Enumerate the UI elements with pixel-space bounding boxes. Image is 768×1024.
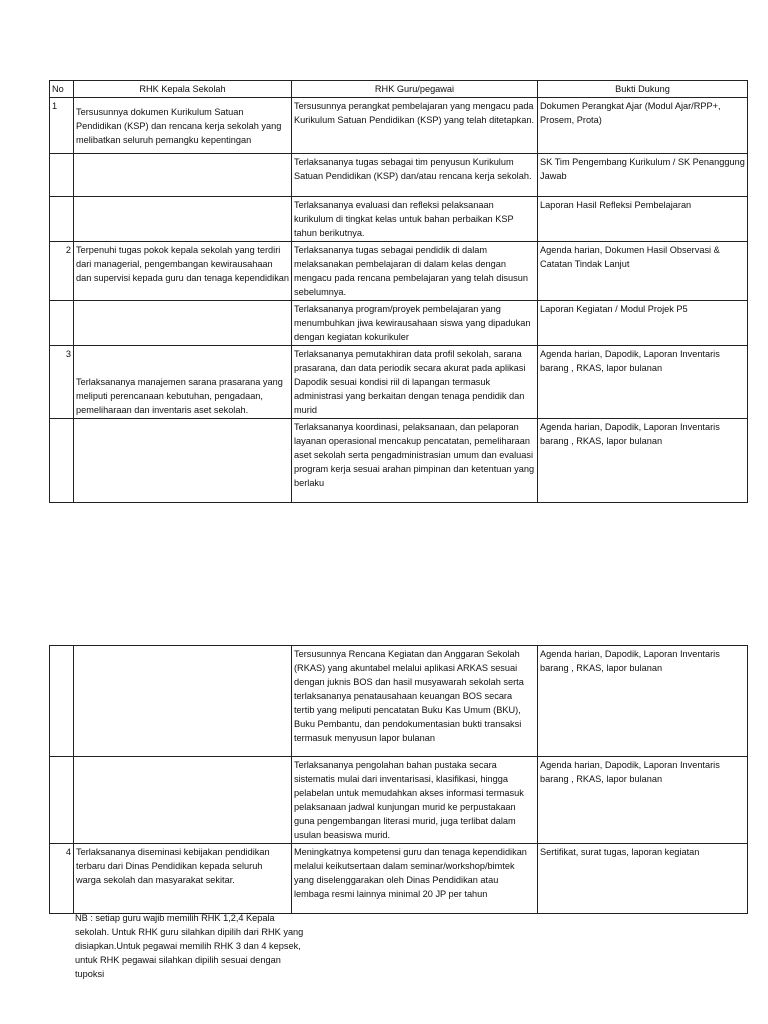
rhk-table-page-1 (49, 80, 748, 503)
bukti-dukung-cell: Laporan Hasil Refleksi Pembelajaran (538, 197, 748, 242)
table-row (50, 346, 748, 419)
table-row (50, 301, 748, 346)
rhk-kepsek-cell: Terpenuhi tugas pokok kepala sekolah yang terdiri dari managerial, pengembangan kewirausahaan dan supervisi kepada guru dan tenaga kependidikan (74, 242, 292, 301)
rhk-kepsek-cell (74, 646, 292, 757)
table-row (50, 646, 748, 757)
rhk-kepsek-cell (74, 154, 292, 197)
rhk-guru-cell: Terlaksananya pemutakhiran data profil sekolah, sarana prasarana, dan data periodik secara akurat pada aplikasi Dapodik sesuai kondisi riil di lapangan termasuk administrasi yang berkaitan dengan tenaga pendidik dan murid (292, 346, 538, 419)
row-no: 4 (50, 844, 74, 914)
header-no: No (50, 81, 74, 98)
rhk-guru-cell: Terlaksananya tugas sebagai pendidik di dalam melaksanakan pembelajaran di dalam kelas dengan mengacu pada rencana pembelajaran yang telah disusun sebelumnya. (292, 242, 538, 301)
rhk-guru-cell: Meningkatnya kompetensi guru dan tenaga kependidikan melalui keikutsertaan dalam seminar/workshop/bimtek yang diselenggarakan oleh Dinas Pendidikan atau lembaga resmi lainnya minimal 20 JP per tahun (292, 844, 538, 914)
rhk-table-page-2 (49, 645, 748, 914)
rhk-guru-cell: Terlaksananya pengolahan bahan pustaka secara sistematis mulai dari inventarisasi, klasifikasi, hingga pelabelan untuk memudahkan akses informasi termasuk pelaksanaan jadwal kunjungan murid ke perpustakaan guna pengembangan literasi murid, juga terlibat dalam usulan beasiswa murid. (292, 757, 538, 844)
bukti-dukung-cell: Sertifikat, surat tugas, laporan kegiatan (538, 844, 748, 914)
header-rhk-guru: RHK Guru/pegawai (292, 81, 538, 98)
rhk-kepsek-cell (74, 346, 292, 419)
row-no: 1 (50, 98, 74, 154)
bukti-dukung-cell: Agenda harian, Dapodik, Laporan Inventaris barang , RKAS, lapor bulanan (538, 346, 748, 419)
footnote: NB : setiap guru wajib memilih RHK 1,2,4 Kepala sekolah. Untuk RHK guru silahkan dipilih dari RHK yang disiapkan.Untuk pegawai memilih RHK 3 dan 4 kepsek, untuk RHK pegawai silahkan dipilih sesuai dengan tupoksi (75, 913, 304, 979)
rhk-guru-cell: Tersusunnya Rencana Kegiatan dan Anggaran Sekolah (RKAS) yang akuntabel melalui aplikasi ARKAS sesuai dengan juknis BOS dan hasil musyawarah sekolah serta terlaksananya penatausahaan keuangan BOS secara tertib yang meliputi pencatatan Buku Kas Umum (BKU), Buku Pembantu, dan pendokumentasian bukti transaksi termasuk menyusun lapor bulanan (292, 646, 538, 757)
rhk-kepsek-cell (74, 301, 292, 346)
row-no (50, 154, 74, 197)
rhk-kepsek-text: Terlaksananya manajemen sarana prasarana yang meliputi perencanaan kebutuhan, pengadaan, pemeliharaan dan inventaris aset sekolah. (76, 377, 283, 415)
rhk-kepsek-cell (74, 757, 292, 844)
rhk-guru-cell: Tersusunnya perangkat pembelajaran yang mengacu pada Kurikulum Satuan Pendidikan (KSP) yang telah ditetapkan. (292, 98, 538, 154)
rhk-guru-cell: Terlaksananya koordinasi, pelaksanaan, dan pelaporan layanan operasional mencakup pencatatan, pemeliharaan aset sekolah serta pengadministrasian umum dan evaluasi program kerja sesuai arahan pimpinan dan ketentuan yang berlaku (292, 419, 538, 503)
bukti-dukung-cell: Agenda harian, Dapodik, Laporan Inventaris barang , RKAS, lapor bulanan (538, 757, 748, 844)
row-no (50, 301, 74, 346)
table-row (50, 98, 748, 154)
rhk-guru-cell: Terlaksananya program/proyek pembelajaran yang menumbuhkan jiwa kewirausahaan siswa yang dipadukan dengan kegiatan kokurikuler (292, 301, 538, 346)
row-no (50, 197, 74, 242)
table-row (50, 757, 748, 844)
header-bukti-dukung: Bukti Dukung (538, 81, 748, 98)
header-rhk-kepsek: RHK Kepala Sekolah (74, 81, 292, 98)
row-no (50, 419, 74, 503)
bukti-dukung-cell: Dokumen Perangkat Ajar (Modul Ajar/RPP+, Prosem, Prota) (538, 98, 748, 154)
table-row (50, 844, 748, 914)
rhk-kepsek-cell: Terlaksananya diseminasi kebijakan pendidikan terbaru dari Dinas Pendidikan kepada seluruh warga sekolah dan masyarakat sekitar. (74, 844, 292, 914)
row-no: 3 (50, 346, 74, 419)
bukti-dukung-cell: SK Tim Pengembang Kurikulum / SK Penanggung Jawab (538, 154, 748, 197)
bukti-dukung-cell: Laporan Kegiatan / Modul Projek P5 (538, 301, 748, 346)
rhk-kepsek-cell (74, 98, 292, 154)
bukti-dukung-cell: Agenda harian, Dapodik, Laporan Inventaris barang , RKAS, lapor bulanan (538, 646, 748, 757)
rhk-guru-cell: Terlaksananya tugas sebagai tim penyusun Kurikulum Satuan Pendidikan (KSP) dan/atau rencana kerja sekolah. (292, 154, 538, 197)
table-header-row (50, 81, 748, 98)
rhk-kepsek-text: Tersusunnya dokumen Kurikulum Satuan Pendidikan (KSP) dan rencana kerja sekolah yang melibatkan seluruh pemangku kepentingan (76, 106, 282, 145)
row-no (50, 757, 74, 844)
table-row (50, 154, 748, 197)
rhk-kepsek-cell (74, 197, 292, 242)
table-row (50, 197, 748, 242)
table-row (50, 242, 748, 301)
row-no: 2 (50, 242, 74, 301)
bukti-dukung-cell: Agenda harian, Dokumen Hasil Observasi & Catatan Tindak Lanjut (538, 242, 748, 301)
row-no (50, 646, 74, 757)
table-row (50, 419, 748, 503)
rhk-guru-cell: Terlaksananya evaluasi dan refleksi pelaksanaan kurikulum di tingkat kelas untuk bahan perbaikan KSP tahun berikutnya. (292, 197, 538, 242)
rhk-kepsek-cell (74, 419, 292, 503)
bukti-dukung-cell: Agenda harian, Dapodik, Laporan Inventaris barang , RKAS, lapor bulanan (538, 419, 748, 503)
